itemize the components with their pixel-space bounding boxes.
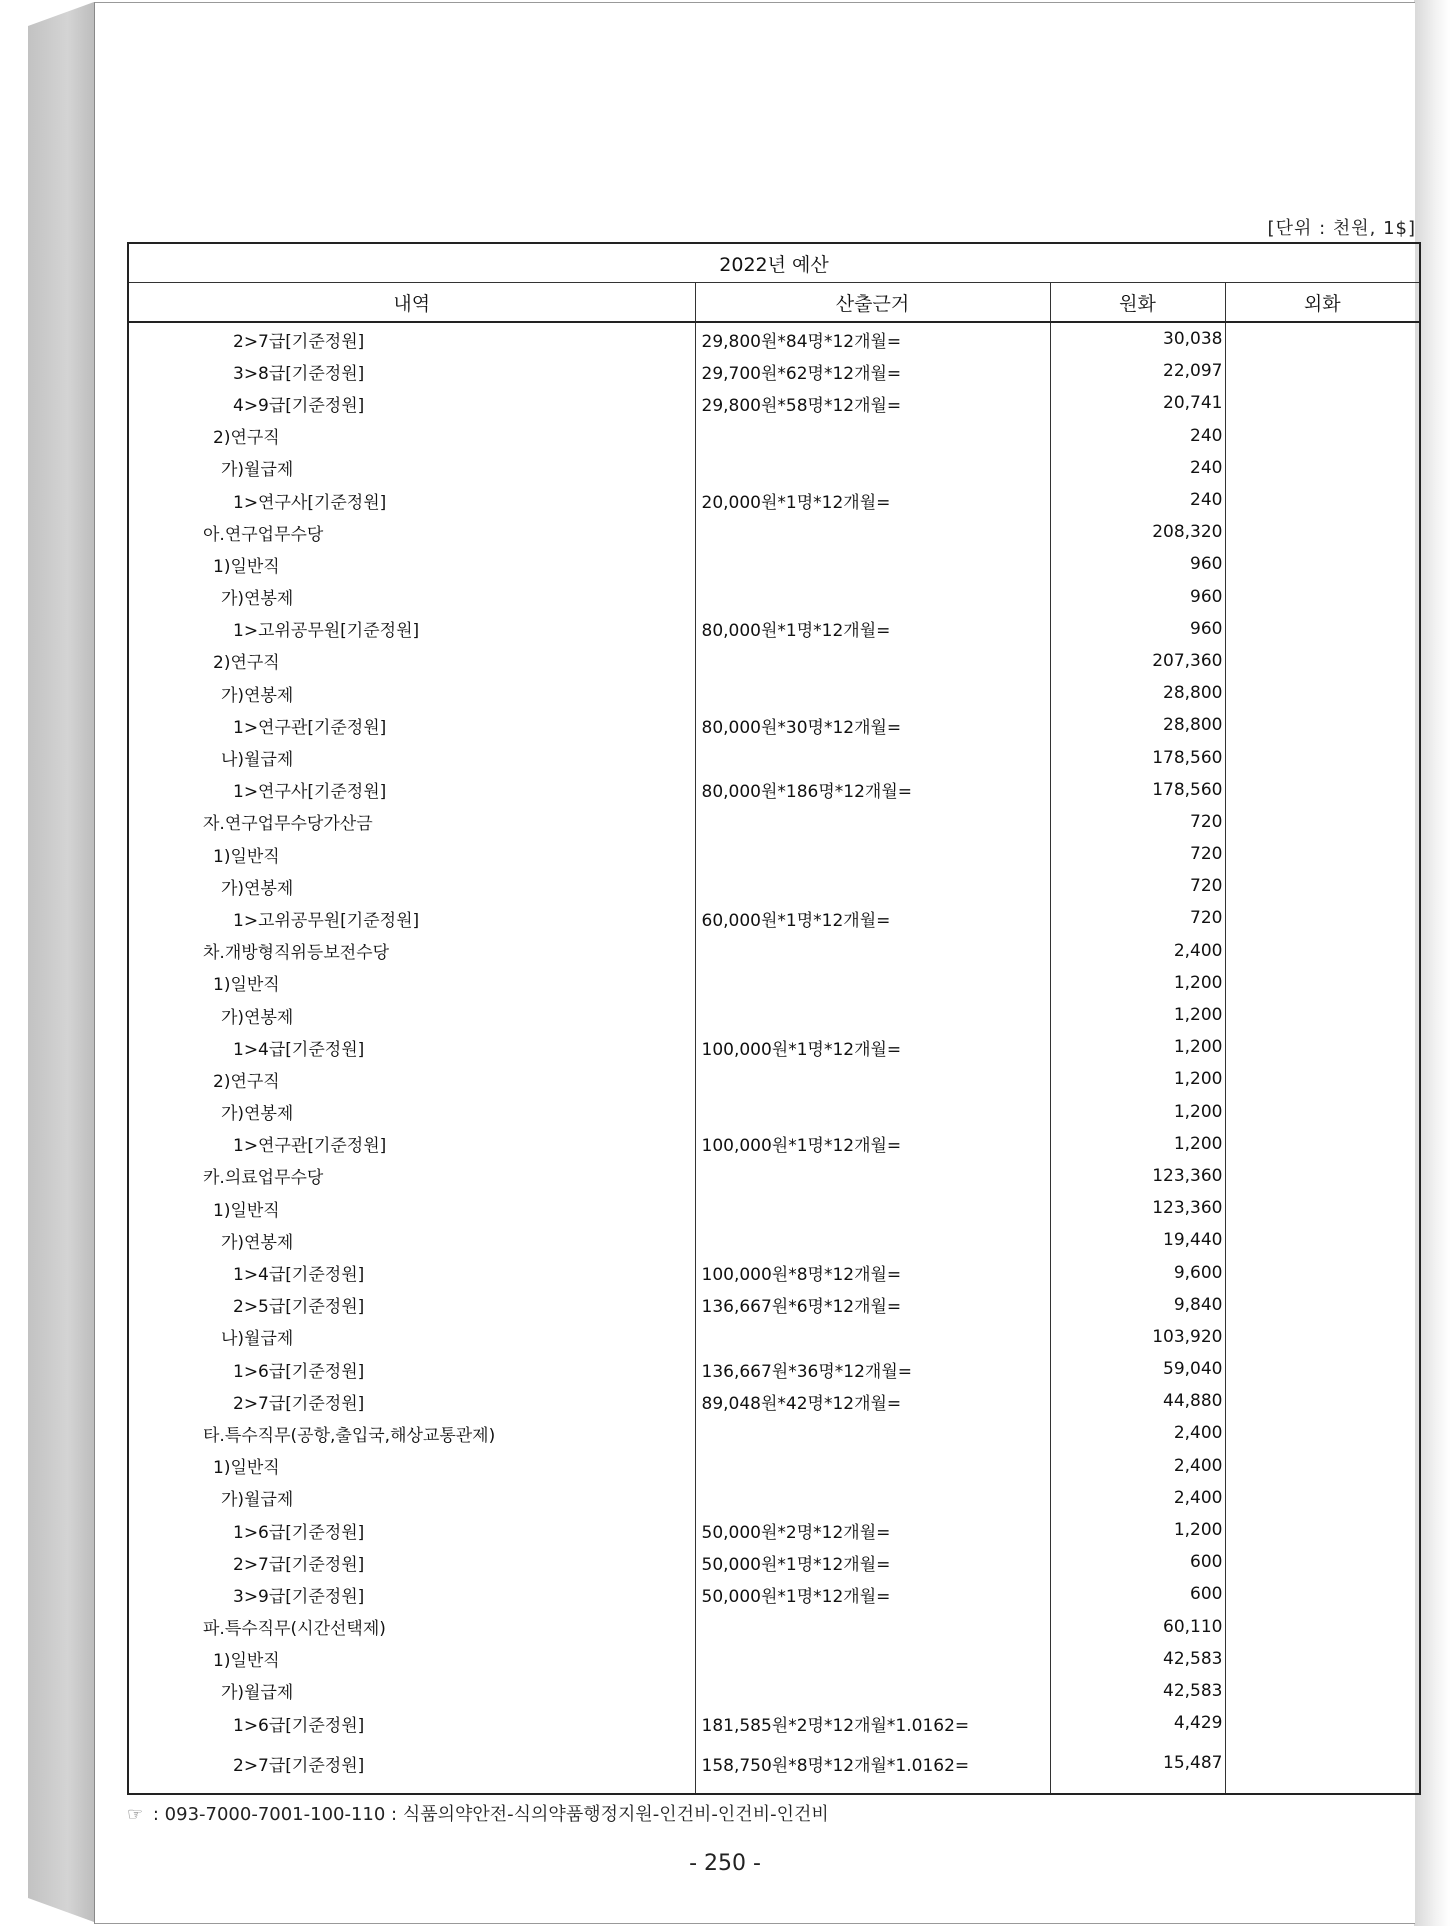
row-foreign-amount [1225,420,1420,452]
row-item-label: 가)연봉제 [128,870,695,902]
row-item-label: 가)연봉제 [128,581,695,613]
row-calculation-basis [695,838,1050,870]
row-krw-amount: 20,741 [1050,387,1225,419]
table-row [128,1321,1420,1353]
row-calculation-basis [695,806,1050,838]
table-title: 2022년 예산 [128,243,1420,283]
row-item-label: 1>연구관[기준정원] [128,1128,695,1160]
row-calculation-basis: 89,048원*42명*12개월= [695,1385,1050,1417]
row-calculation-basis: 50,000원*1명*12개월= [695,1578,1050,1610]
row-calculation-basis [695,870,1050,902]
row-foreign-amount [1225,1417,1420,1449]
table-row [128,484,1420,516]
row-krw-amount: 720 [1050,806,1225,838]
table-row [128,452,1420,484]
table-row [128,1128,1420,1160]
row-krw-amount: 178,560 [1050,774,1225,806]
table-row [128,1514,1420,1546]
row-calculation-basis: 50,000원*2명*12개월= [695,1514,1050,1546]
row-foreign-amount [1225,322,1420,355]
row-foreign-amount [1225,1707,1420,1739]
table-row [128,613,1420,645]
table-row [128,1675,1420,1707]
row-calculation-basis [695,452,1050,484]
row-foreign-amount [1225,581,1420,613]
row-item-label: 가)연봉제 [128,1224,695,1256]
row-krw-amount: 1,200 [1050,967,1225,999]
table-row [128,1707,1420,1739]
row-foreign-amount [1225,1353,1420,1385]
table-row [128,935,1420,967]
row-foreign-amount [1225,1578,1420,1610]
row-krw-amount: 42,583 [1050,1675,1225,1707]
row-krw-amount: 1,200 [1050,999,1225,1031]
row-krw-amount: 600 [1050,1546,1225,1578]
row-calculation-basis: 29,800원*58명*12개월= [695,387,1050,419]
row-foreign-amount [1225,1224,1420,1256]
row-item-label: 가)월급제 [128,1482,695,1514]
row-calculation-basis [695,1321,1050,1353]
table-row [128,1578,1420,1610]
row-foreign-amount [1225,1192,1420,1224]
table-row [128,387,1420,419]
row-item-label: 자.연구업무수당가산금 [128,806,695,838]
row-foreign-amount [1225,613,1420,645]
row-foreign-amount [1225,677,1420,709]
row-item-label: 가)월급제 [128,1675,695,1707]
footnote [127,1800,829,1826]
row-foreign-amount [1225,1031,1420,1063]
table-row [128,322,1420,355]
row-item-label: 2>5급[기준정원] [128,1289,695,1321]
table-row [128,1482,1420,1514]
row-krw-amount: 123,360 [1050,1160,1225,1192]
row-calculation-basis: 60,000원*1명*12개월= [695,902,1050,934]
row-item-label: 1)일반직 [128,1192,695,1224]
row-krw-amount: 960 [1050,613,1225,645]
row-item-label: 1)일반직 [128,967,695,999]
row-calculation-basis: 136,667원*6명*12개월= [695,1289,1050,1321]
row-calculation-basis [695,967,1050,999]
row-calculation-basis [695,741,1050,773]
row-krw-amount: 960 [1050,581,1225,613]
table-row [128,967,1420,999]
row-foreign-amount [1225,838,1420,870]
row-calculation-basis [695,677,1050,709]
column-header-item: 내역 [128,283,695,323]
row-foreign-amount [1225,870,1420,902]
row-calculation-basis: 158,750원*8명*12개월*1.0162= [695,1739,1050,1794]
row-foreign-amount [1225,1063,1420,1095]
row-item-label: 2>7급[기준정원] [128,1739,695,1794]
row-foreign-amount [1225,516,1420,548]
row-foreign-amount [1225,1546,1420,1578]
row-item-label: 1>연구사[기준정원] [128,774,695,806]
table-row [128,1160,1420,1192]
row-foreign-amount [1225,1321,1420,1353]
table-row [128,999,1420,1031]
row-foreign-amount [1225,1385,1420,1417]
row-krw-amount: 44,880 [1050,1385,1225,1417]
row-krw-amount: 2,400 [1050,1450,1225,1482]
row-krw-amount: 240 [1050,484,1225,516]
row-item-label: 1>6급[기준정원] [128,1707,695,1739]
row-foreign-amount [1225,774,1420,806]
row-foreign-amount [1225,484,1420,516]
table-row [128,1063,1420,1095]
table-row [128,902,1420,934]
row-calculation-basis: 50,000원*1명*12개월= [695,1546,1050,1578]
row-foreign-amount [1225,935,1420,967]
row-krw-amount: 19,440 [1050,1224,1225,1256]
row-foreign-amount [1225,387,1420,419]
row-calculation-basis: 136,667원*36명*12개월= [695,1353,1050,1385]
footnote-text: : 093-7000-7001-100-110 : 식품의약안전-식의약품행정지원-인건비-인건비-인건비 [152,1804,829,1825]
table-row [128,838,1420,870]
table-row [128,1031,1420,1063]
row-krw-amount: 240 [1050,452,1225,484]
row-krw-amount: 240 [1050,420,1225,452]
row-item-label: 가)연봉제 [128,1096,695,1128]
table-row [128,1546,1420,1578]
table-row [128,806,1420,838]
row-item-label: 1>4급[기준정원] [128,1256,695,1288]
row-item-label: 1)일반직 [128,548,695,580]
row-item-label: 파.특수직무(시간선택제) [128,1611,695,1643]
row-calculation-basis [695,1417,1050,1449]
table-row [128,420,1420,452]
row-krw-amount: 59,040 [1050,1353,1225,1385]
table-row [128,516,1420,548]
row-item-label: 1>4급[기준정원] [128,1031,695,1063]
row-krw-amount: 960 [1050,548,1225,580]
row-krw-amount: 207,360 [1050,645,1225,677]
row-calculation-basis [695,1160,1050,1192]
row-krw-amount: 1,200 [1050,1063,1225,1095]
row-krw-amount: 720 [1050,870,1225,902]
table-row [128,1192,1420,1224]
row-foreign-amount [1225,1096,1420,1128]
table-row [128,1224,1420,1256]
row-foreign-amount [1225,1160,1420,1192]
row-item-label: 타.특수직무(공항,출입국,해상교통관제) [128,1417,695,1449]
row-calculation-basis [695,1096,1050,1128]
table-row [128,1450,1420,1482]
row-item-label: 4>9급[기준정원] [128,387,695,419]
table-row [128,1417,1420,1449]
row-krw-amount: 123,360 [1050,1192,1225,1224]
row-foreign-amount [1225,452,1420,484]
row-calculation-basis [695,1675,1050,1707]
row-item-label: 2)연구직 [128,420,695,452]
table-row [128,1643,1420,1675]
row-krw-amount: 9,600 [1050,1256,1225,1288]
row-item-label: 1>고위공무원[기준정원] [128,613,695,645]
row-calculation-basis: 100,000원*1명*12개월= [695,1031,1050,1063]
row-krw-amount: 9,840 [1050,1289,1225,1321]
row-calculation-basis [695,516,1050,548]
row-item-label: 2)연구직 [128,645,695,677]
row-item-label: 1>6급[기준정원] [128,1514,695,1546]
row-krw-amount: 103,920 [1050,1321,1225,1353]
row-foreign-amount [1225,806,1420,838]
row-foreign-amount [1225,1611,1420,1643]
row-krw-amount: 720 [1050,838,1225,870]
pointing-hand-icon: ☞ [127,1804,144,1825]
budget-table [127,242,1421,1795]
row-item-label: 1>고위공무원[기준정원] [128,902,695,934]
row-foreign-amount [1225,548,1420,580]
row-foreign-amount [1225,1256,1420,1288]
row-foreign-amount [1225,355,1420,387]
table-row [128,774,1420,806]
row-krw-amount: 1,200 [1050,1128,1225,1160]
row-foreign-amount [1225,1128,1420,1160]
row-krw-amount: 60,110 [1050,1611,1225,1643]
row-foreign-amount [1225,1450,1420,1482]
row-krw-amount: 1,200 [1050,1514,1225,1546]
row-calculation-basis [695,1482,1050,1514]
row-foreign-amount [1225,967,1420,999]
row-krw-amount: 2,400 [1050,1482,1225,1514]
row-foreign-amount [1225,1289,1420,1321]
row-foreign-amount [1225,999,1420,1031]
row-calculation-basis [695,645,1050,677]
row-calculation-basis: 29,800원*84명*12개월= [695,322,1050,355]
table-row [128,581,1420,613]
table-row [128,741,1420,773]
row-item-label: 나)월급제 [128,741,695,773]
row-calculation-basis [695,1192,1050,1224]
row-calculation-basis [695,1611,1050,1643]
row-item-label: 3>9급[기준정원] [128,1578,695,1610]
book-spine-edge [28,2,94,1922]
row-calculation-basis: 80,000원*1명*12개월= [695,613,1050,645]
row-foreign-amount [1225,645,1420,677]
row-calculation-basis [695,999,1050,1031]
table-row [128,1611,1420,1643]
row-calculation-basis: 20,000원*1명*12개월= [695,484,1050,516]
row-item-label: 아.연구업무수당 [128,516,695,548]
row-calculation-basis [695,1450,1050,1482]
row-calculation-basis: 100,000원*8명*12개월= [695,1256,1050,1288]
row-calculation-basis: 80,000원*30명*12개월= [695,709,1050,741]
row-krw-amount: 178,560 [1050,741,1225,773]
row-krw-amount: 208,320 [1050,516,1225,548]
row-item-label: 1>6급[기준정원] [128,1353,695,1385]
row-krw-amount: 42,583 [1050,1643,1225,1675]
row-krw-amount: 15,487 [1050,1739,1225,1794]
row-foreign-amount [1225,1643,1420,1675]
row-item-label: 차.개방형직위등보전수당 [128,935,695,967]
row-item-label: 가)연봉제 [128,677,695,709]
table-row [128,355,1420,387]
column-header-krw: 원화 [1050,283,1225,323]
table-row [128,870,1420,902]
column-header-foreign: 외화 [1225,283,1420,323]
row-krw-amount: 1,200 [1050,1096,1225,1128]
row-krw-amount: 22,097 [1050,355,1225,387]
row-item-label: 1>연구사[기준정원] [128,484,695,516]
table-row [128,1385,1420,1417]
row-krw-amount: 28,800 [1050,709,1225,741]
table-row [128,677,1420,709]
row-foreign-amount [1225,1482,1420,1514]
row-item-label: 1>연구관[기준정원] [128,709,695,741]
page-number: - 250 - [689,1851,761,1876]
row-foreign-amount [1225,1675,1420,1707]
row-calculation-basis: 80,000원*186명*12개월= [695,774,1050,806]
row-krw-amount: 1,200 [1050,1031,1225,1063]
row-calculation-basis [695,1063,1050,1095]
unit-label: [단위 : 천원, 1$] [1267,218,1416,239]
row-foreign-amount [1225,709,1420,741]
row-item-label: 카.의료업무수당 [128,1160,695,1192]
row-item-label: 가)월급제 [128,452,695,484]
table-row [128,1353,1420,1385]
row-krw-amount: 720 [1050,902,1225,934]
table-row [128,1096,1420,1128]
row-calculation-basis [695,420,1050,452]
row-item-label: 2>7급[기준정원] [128,1546,695,1578]
row-calculation-basis: 100,000원*1명*12개월= [695,1128,1050,1160]
row-calculation-basis [695,548,1050,580]
row-krw-amount: 600 [1050,1578,1225,1610]
row-item-label: 3>8급[기준정원] [128,355,695,387]
row-foreign-amount [1225,1514,1420,1546]
row-calculation-basis [695,1224,1050,1256]
table-row [128,645,1420,677]
row-item-label: 나)월급제 [128,1321,695,1353]
row-krw-amount: 28,800 [1050,677,1225,709]
row-calculation-basis [695,935,1050,967]
row-item-label: 1)일반직 [128,838,695,870]
row-item-label: 2)연구직 [128,1063,695,1095]
row-item-label: 가)연봉제 [128,999,695,1031]
table-row [128,1256,1420,1288]
row-krw-amount: 2,400 [1050,935,1225,967]
row-calculation-basis: 29,700원*62명*12개월= [695,355,1050,387]
table-row [128,548,1420,580]
row-item-label: 2>7급[기준정원] [128,1385,695,1417]
row-foreign-amount [1225,902,1420,934]
row-calculation-basis: 181,585원*2명*12개월*1.0162= [695,1707,1050,1739]
row-foreign-amount [1225,1739,1420,1794]
table-row [128,709,1420,741]
table-row [128,1289,1420,1321]
row-calculation-basis [695,1643,1050,1675]
table-row [128,1739,1420,1794]
row-krw-amount: 2,400 [1050,1417,1225,1449]
row-krw-amount: 30,038 [1050,322,1225,355]
row-foreign-amount [1225,741,1420,773]
row-krw-amount: 4,429 [1050,1707,1225,1739]
row-item-label: 1)일반직 [128,1643,695,1675]
row-item-label: 1)일반직 [128,1450,695,1482]
column-header-basis: 산출근거 [695,283,1050,323]
row-calculation-basis [695,581,1050,613]
row-item-label: 2>7급[기준정원] [128,322,695,355]
